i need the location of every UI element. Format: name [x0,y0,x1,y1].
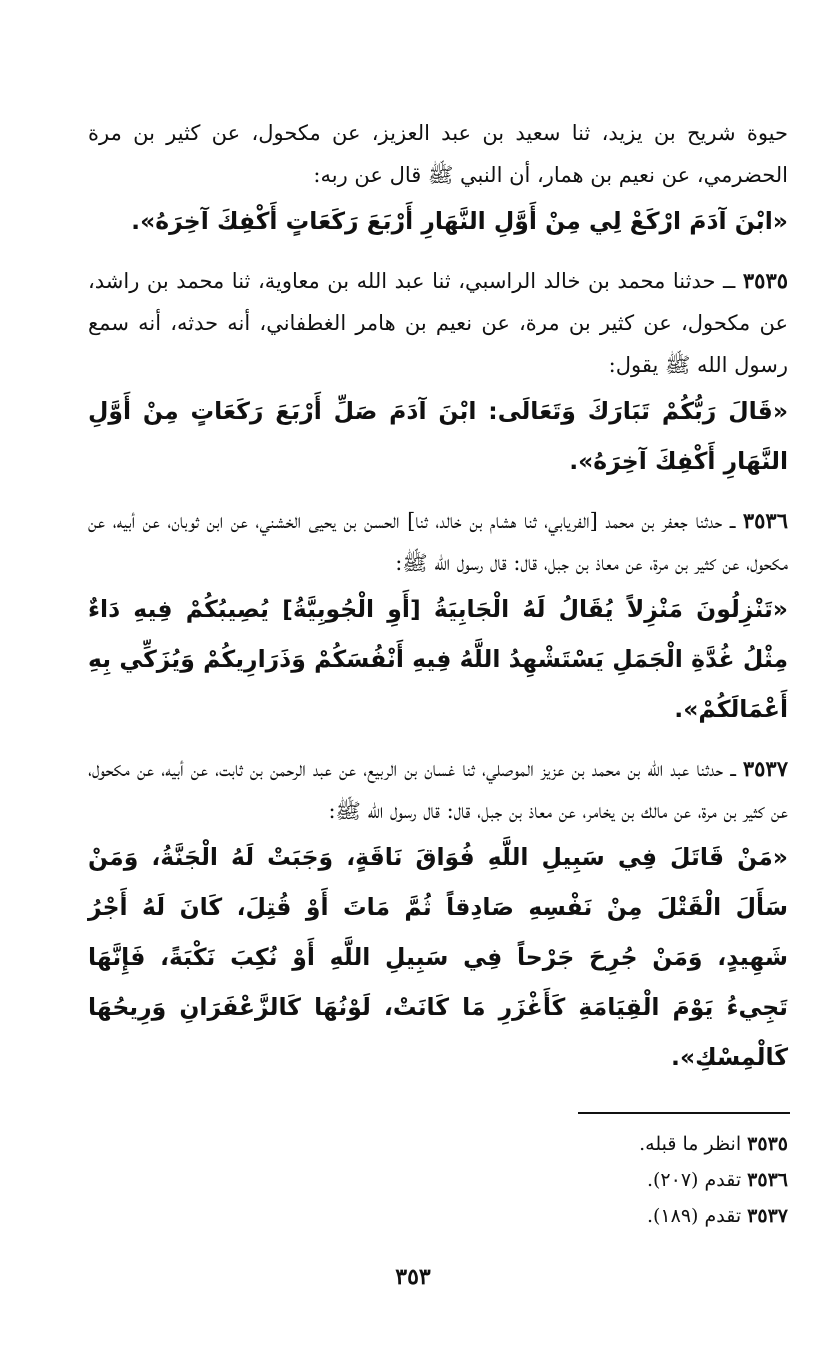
hadith-3537 [88,748,788,1082]
footnote-item [639,1162,788,1198]
page-body [88,112,788,1082]
hadith-number: ٣٥٣٥ [742,268,789,293]
footnote-number: ٣٥٣٦ [747,1169,788,1191]
hadith-matn: «مَنْ قَاتَلَ فِي سَبِيلِ اللَّهِ فُوَاقَ نَاقَةٍ، وَجَبَتْ لَهُ الْجَنَّةُ، وَمَنْ سَأَلَ الْقَتْلَ مِنْ نَفْسِهِ صَادِقاً ثُمَّ مَاتَ أَوْ قُتِلَ، كَانَ لَهُ أَجْرُ شَهِيدٍ، وَمَنْ جُرِحَ جَرْحاً فِي سَبِيلِ اللَّهِ أَوْ نُكِبَ نَكْبَةً، فَإِنَّهَا تَجِيءُ يَوْمَ الْقِيَامَةِ كَأَغْزَرِ مَا كَانَتْ، لَوْنُهَا كَالزَّعْفَرَانِ وَرِيحُهَا كَالْمِسْكِ». [88,843,788,1071]
hadith-number: ٣٥٣٧ [742,756,788,781]
hadith-narration: ــ حدثنا محمد بن خالد الراسبي، ثنا عبد الله بن معاوية، ثنا محمد بن راشد، عن مكحول، عن كثير بن مرة، عن نعيم بن هامر الغطفاني، أنه حدثه، أنه سمع رسول الله ﷺ يقول: [88,269,788,377]
hadith-matn: «تَنْزِلُونَ مَنْزِلاً يُقَالُ لَهُ الْجَابِيَةُ [أَوِ الْجُوبِيَّةُ] يُصِيبُكُمْ فِيهِ دَاءٌ مِثْلُ غُدَّةِ الْجَمَلِ يَسْتَشْهِدُ اللَّهُ فِيهِ أَنْفُسَكُمْ وَذَرَارِيكُمْ وَيُزَكِّي بِهِ أَعْمَالَكُمْ». [88,595,788,723]
footnote-number: ٣٥٣٧ [747,1205,788,1227]
footnote-number: ٣٥٣٥ [747,1133,788,1155]
footnote-text: انظر ما قبله. [639,1133,742,1155]
footnote-item [639,1126,788,1162]
hadith-3536 [88,500,788,734]
hadith-number: ٣٥٣٦ [742,508,788,533]
hadith-3535 [88,260,788,486]
footnotes [639,1126,788,1234]
footnote-divider [578,1112,790,1114]
hadith-matn: «قَالَ رَبُّكُمْ تَبَارَكَ وَتَعَالَى: ابْنَ آدَمَ صَلِّ أَرْبَعَ رَكَعَاتٍ مِنْ أَوَّلِ النَّهَارِ أَكْفِكَ آخِرَهُ». [88,397,788,475]
footnote-text: تقدم (١٨٩). [646,1205,742,1227]
footnote-text: تقدم (٢٠٧). [646,1169,742,1191]
hadith-narration: ــ حدثنا عبد الله بن محمد بن عزيز الموصلي، ثنا غسان بن الربيع، عن عبد الرحمن بن ثابت، عن أبيه، عن مكحول، عن كثير بن مرة، عن مالك بن يخامر، عن معاذ بن جبل، قال: قال رسول الله ﷺ: [88,757,788,823]
intro-matn: «ابْنَ آدَمَ ارْكَعْ لِي مِنْ أَوَّلِ النَّهَارِ أَرْبَعَ رَكَعَاتٍ أَكْفِكَ آخِرَهُ». [131,207,788,235]
footnote-item [639,1198,788,1234]
intro-narration: حيوة شريح بن يزيد، ثنا سعيد بن عبد العزيز، عن مكحول، عن كثير بن مرة الحضرمي، عن نعيم بن همار، أن النبي ﷺ قال عن ربه: [88,121,788,187]
hadith-narration: ــ حدثنا جعفر بن محمد [الفريابي، ثنا هشام بن خالد، ثنا] الحسن بن يحيى الخشني، عن ابن ثوبان، عن أبيه، عن مكحول، عن كثير بن مرة، عن معاذ بن جبل، قال: قال رسول الله ﷺ: [88,509,788,575]
page-number: ٣٥٣ [395,1264,431,1290]
